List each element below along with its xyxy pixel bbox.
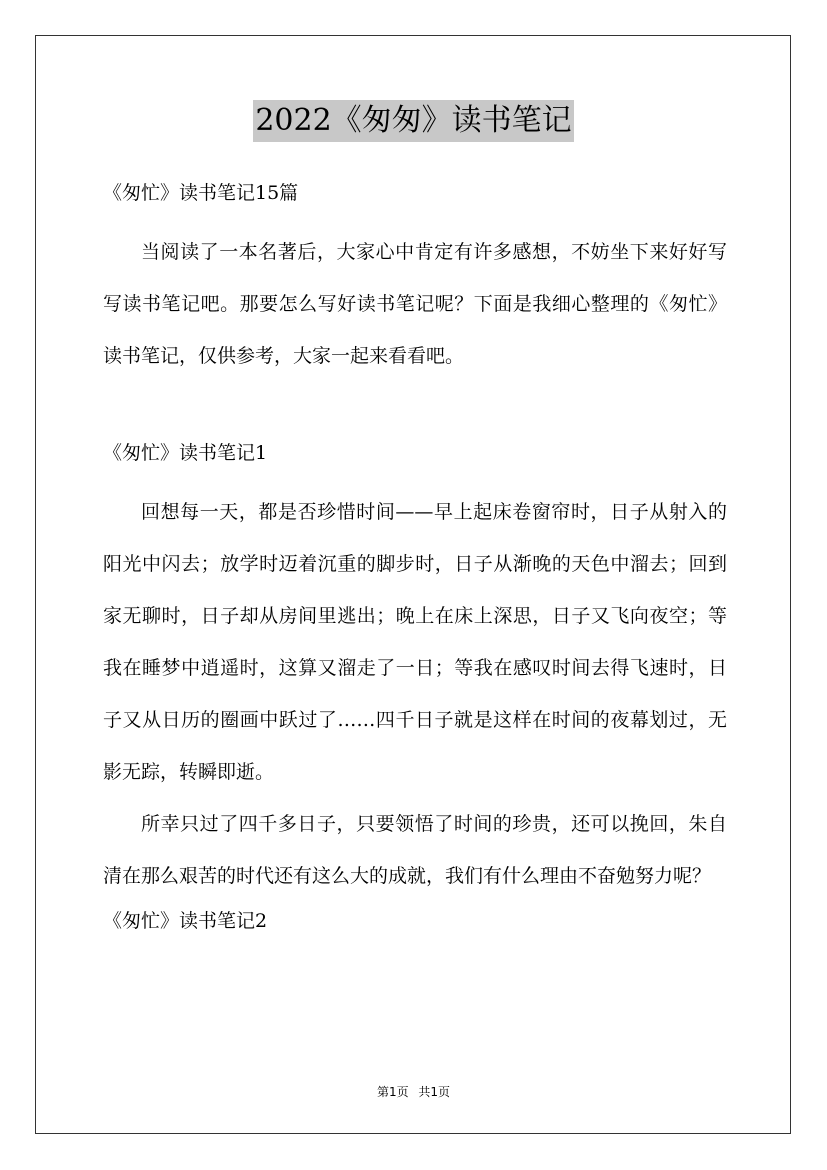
section-1-paragraph-2: 所幸只过了四千多日子，只要领悟了时间的珍贵，还可以挽回，朱自清在那么艰苦的时代还有这么大的成就，我们有什么理由不奋勉努力呢？ — [103, 813, 727, 887]
section-heading-2: 《匆忙》读书笔记2 — [103, 910, 268, 932]
spacer — [103, 212, 727, 226]
page-number-total: 共1页 — [418, 1085, 451, 1099]
document-body — [103, 174, 727, 940]
spacer — [103, 382, 727, 434]
spacer — [103, 472, 727, 486]
title-container — [0, 100, 827, 142]
page-number-current: 第1页 — [376, 1085, 409, 1099]
section-heading-1: 《匆忙》读书笔记1 — [103, 442, 268, 464]
page-footer — [0, 1083, 827, 1100]
subtitle: 《匆忙》读书笔记15篇 — [103, 182, 299, 204]
section-1-paragraph-1: 回想每一天，都是否珍惜时间——早上起床卷窗帘时，日子从射入的阳光中闪去；放学时迈着沉重的脚步时，日子从渐晚的天色中溜去；回到家无聊时，日子却从房间里逃出；晚上在床上深思，日子又飞向夜空；等我在睡梦中逍遥时，这算又溜走了一日；等我在感叹时间去得飞速时，日子又从日历的圈画中跃过了……四千日子就是这样在时间的夜幕划过，无影无踪，转瞬即逝。 — [103, 501, 727, 783]
document-title: 2022《匆匆》读书笔记 — [253, 100, 573, 142]
intro-paragraph: 当阅读了一本名著后，大家心中肯定有许多感想，不妨坐下来好好写写读书笔记吧。那要怎么写好读书笔记呢？下面是我细心整理的《匆忙》读书笔记，仅供参考，大家一起来看看吧。 — [103, 241, 727, 367]
